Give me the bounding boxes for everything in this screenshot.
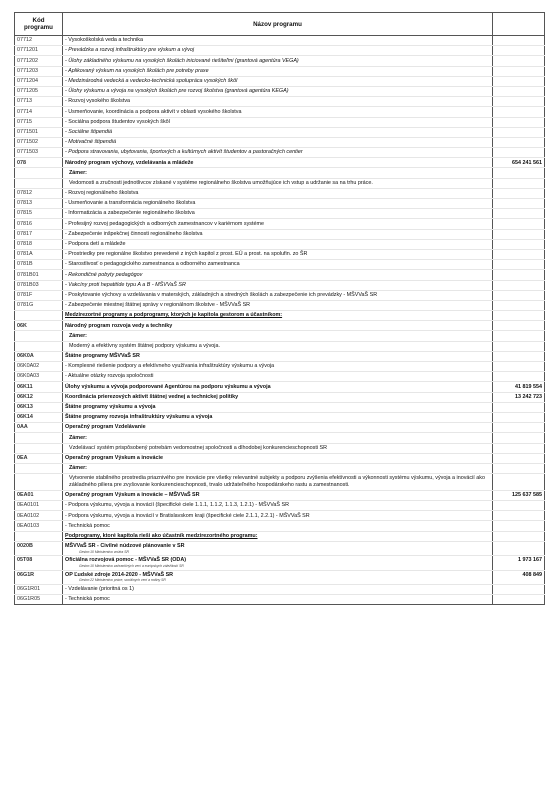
- program-amount: [493, 270, 545, 280]
- program-name-text: Vzdelávací systém prispôsobený potrebám vedomostnej spoločnosti a dlhodobej konkurencieschopnosti SR: [69, 444, 327, 451]
- program-name: [63, 36, 493, 46]
- program-amount: [493, 117, 545, 127]
- program-name: [63, 107, 493, 117]
- program-name-text: Operačný program Výskum a inovácie – MŠVVaŠ SR: [65, 492, 200, 499]
- program-amount: [493, 463, 545, 473]
- table-row: [15, 290, 545, 300]
- program-name: [63, 453, 493, 463]
- program-name: [63, 341, 493, 351]
- program-code: 06K11: [15, 382, 63, 392]
- table-row: [15, 372, 545, 382]
- program-name-text: MŠVVaŠ SR - Civilné núdzové plánovanie v SR: [65, 543, 185, 550]
- program-name: [63, 56, 493, 66]
- program-amount: [493, 127, 545, 137]
- table-row: [15, 107, 545, 117]
- program-amount: [493, 239, 545, 249]
- program-amount: [493, 97, 545, 107]
- table-row: [15, 199, 545, 209]
- program-amount: [493, 168, 545, 178]
- program-name-text: - Rekondičné pobyty pedagógov: [65, 271, 143, 278]
- program-name-text: - Podpora stravovania, ubytovania, športových a kultúrnych aktivít študentov a pastoračných centier: [65, 149, 303, 156]
- table-row: [15, 521, 545, 531]
- program-name: [63, 270, 493, 280]
- program-name-text: - Úlohy výskumu a vývoja na vysokých školách pre rozvoj školstva (grantová agentúra KEGA): [65, 88, 289, 95]
- program-name: [63, 148, 493, 158]
- program-name: [63, 137, 493, 147]
- program-code: 0771502: [15, 137, 63, 147]
- program-code: 0EA0102: [15, 511, 63, 521]
- table-row: [15, 117, 545, 127]
- program-amount: 1 973 167: [493, 556, 545, 570]
- program-name: [63, 46, 493, 56]
- program-amount: [493, 311, 545, 321]
- program-code: 05T08: [15, 556, 63, 570]
- program-name-text: Medzirezortné programy a podprogramy, ktorých je kapitola gestorom a účastníkom:: [65, 312, 283, 319]
- program-name: [63, 331, 493, 341]
- program-code: 07714: [15, 107, 63, 117]
- table-row: [15, 76, 545, 86]
- program-code: 07713: [15, 97, 63, 107]
- program-amount: [493, 137, 545, 147]
- program-code: 0EA0101: [15, 501, 63, 511]
- program-amount: [493, 362, 545, 372]
- program-code: 0781G: [15, 300, 63, 310]
- gestor-note: Gestor:22 Ministerstvo práce, sociálnych vecí a rodiny SR: [79, 578, 166, 583]
- program-code: 0771501: [15, 127, 63, 137]
- table-row: [15, 270, 545, 280]
- program-table: [14, 12, 545, 605]
- table-row: [15, 86, 545, 96]
- program-amount: [493, 331, 545, 341]
- program-name: [63, 423, 493, 433]
- program-code: 0781A: [15, 249, 63, 259]
- program-name: [63, 392, 493, 402]
- program-code: 06K0A02: [15, 362, 63, 372]
- program-amount: [493, 188, 545, 198]
- program-code: [15, 531, 63, 541]
- program-amount: [493, 66, 545, 76]
- program-code: 06K0A: [15, 351, 63, 361]
- table-row: [15, 584, 545, 594]
- program-amount: [493, 199, 545, 209]
- table-row: [15, 501, 545, 511]
- program-code: 07815: [15, 209, 63, 219]
- program-code: 0771205: [15, 86, 63, 96]
- header-code: Kód programu: [15, 13, 63, 36]
- program-amount: [493, 86, 545, 96]
- program-name: [63, 372, 493, 382]
- program-name-text: Úlohy výskumu a vývoja podporované Agentúrou na podporu výskumu a vývoja: [65, 383, 271, 390]
- program-amount: [493, 412, 545, 422]
- program-name: [63, 541, 493, 555]
- program-amount: [493, 541, 545, 555]
- program-name: [63, 584, 493, 594]
- program-code: 0771503: [15, 148, 63, 158]
- gestor-note: Gestor:10 Ministerstvo vnútra SR: [79, 549, 129, 554]
- program-name-text: Štátne programy výskumu a vývoja: [65, 404, 156, 411]
- program-code: 0771201: [15, 46, 63, 56]
- program-code: [15, 311, 63, 321]
- program-amount: [493, 280, 545, 290]
- table-row: [15, 321, 545, 331]
- program-code: 06K0A03: [15, 372, 63, 382]
- program-name-text: - Starostlivosť o pedagogického zamestnanca a odborného zamestnanca: [65, 261, 240, 268]
- program-name-text: - Vzdelávanie (prioritná os 1): [65, 586, 134, 593]
- program-name-text: Moderný a efektívny systém štátnej podpory výskumu a vývoja.: [69, 342, 221, 349]
- program-amount: [493, 511, 545, 521]
- program-name: [63, 168, 493, 178]
- program-code: 0EA: [15, 453, 63, 463]
- table-row: [15, 570, 545, 584]
- program-name: [63, 209, 493, 219]
- program-name: [63, 402, 493, 412]
- program-name-text: - Technická pomoc: [65, 596, 110, 603]
- table-row: [15, 531, 545, 541]
- budget-programs-page: [14, 12, 544, 605]
- program-name-text: - Podpora detí a mládeže: [65, 241, 126, 248]
- program-name-text: Oficiálna rozvojová pomoc - MŠVVaŠ SR (ODA): [65, 557, 187, 564]
- program-name-text: - Medzinárodná vedecká a vedecko-technická spolupráca vysokých škôl: [65, 78, 238, 85]
- program-name: [63, 260, 493, 270]
- program-name-text: Zámer:: [69, 465, 87, 472]
- program-amount: [493, 107, 545, 117]
- program-name: [63, 158, 493, 168]
- program-name: [63, 66, 493, 76]
- program-name-text: - Sociálna podpora študentov vysokých škôl: [65, 118, 170, 125]
- program-name-text: - Komplexné riešenie podpory a efektívneho využívania infraštruktúry výskumu a vývoja: [65, 363, 275, 370]
- table-row: [15, 402, 545, 412]
- program-name-text: Štátne programy rozvoja infraštruktúry výskumu a vývoja: [65, 414, 213, 421]
- program-name-text: - Podpora výskumu, vývoja a inovácií (špecifické ciele 1.1.1, 1.1.2, 1.1.3, 1.2.1) - MŠVVaŠ SR: [65, 502, 290, 509]
- program-amount: [493, 300, 545, 310]
- program-code: 0781B03: [15, 280, 63, 290]
- program-code: 07818: [15, 239, 63, 249]
- table-row: [15, 331, 545, 341]
- program-amount: [493, 178, 545, 188]
- table-row: [15, 412, 545, 422]
- program-name-text: - Prostriedky pre regionálne školstvo prevedené z iných kapitol z prost. EÚ a prost. na spolufin. zo ŠR: [65, 251, 308, 258]
- table-row: [15, 453, 545, 463]
- program-code: 0AA: [15, 423, 63, 433]
- program-amount: [493, 453, 545, 463]
- program-code: 07812: [15, 188, 63, 198]
- table-row: [15, 137, 545, 147]
- program-name: [63, 595, 493, 605]
- program-name: [63, 117, 493, 127]
- program-amount: [493, 531, 545, 541]
- program-code: 06K13: [15, 402, 63, 412]
- table-row: [15, 188, 545, 198]
- table-row: [15, 392, 545, 402]
- program-code: [15, 443, 63, 453]
- program-code: [15, 341, 63, 351]
- program-code: 078: [15, 158, 63, 168]
- program-name-text: - Zabezpečenie inšpekčnej činnosti regionálneho školstva: [65, 230, 203, 237]
- program-name-text: - Vakcíny proti hepatitíde typu A a B - MŠVVaŠ SR: [65, 281, 186, 288]
- program-code: 07817: [15, 229, 63, 239]
- header-name: Názov programu: [63, 13, 493, 36]
- program-name: [63, 531, 493, 541]
- program-amount: [493, 229, 545, 239]
- program-name: [63, 443, 493, 453]
- program-name-text: - Zabezpečenie miestnej štátnej správy v regionálnom školstve - MŠVVaŠ SR: [65, 302, 251, 309]
- program-code: 0020B: [15, 541, 63, 555]
- gestor-note: Gestor:10 Ministerstvo zahraničných vecí a európskych záležitostí SR: [79, 564, 184, 569]
- program-code: [15, 178, 63, 188]
- program-name-text: Zámer:: [69, 434, 87, 441]
- program-name: [63, 127, 493, 137]
- program-amount: 13 242 723: [493, 392, 545, 402]
- program-name: [63, 239, 493, 249]
- program-name: [63, 290, 493, 300]
- program-amount: [493, 209, 545, 219]
- program-amount: [493, 321, 545, 331]
- table-row: [15, 341, 545, 351]
- table-row: [15, 311, 545, 321]
- table-row: [15, 36, 545, 46]
- program-name: [63, 178, 493, 188]
- program-name-text: Podprogramy, ktoré kapitola rieši ako účastník medzirezortného programu:: [65, 532, 258, 539]
- program-name-text: Vedomosti a zručnosti jednotlivcov získané v systéme regionálneho školstva umožňujúce ich vstup a udržanie sa na trhu práce.: [69, 179, 373, 186]
- program-name-text: - Poskytovanie výchovy a vzdelávania v materských, základných a stredných školách a zabezpečenie ich prevádzky - MŠVVaŠ SR: [65, 291, 378, 298]
- program-name: [63, 249, 493, 259]
- header-amount: [493, 13, 545, 36]
- program-amount: [493, 36, 545, 46]
- program-name: [63, 433, 493, 443]
- table-row: [15, 260, 545, 270]
- program-name: [63, 556, 493, 570]
- program-code: 0781F: [15, 290, 63, 300]
- program-amount: [493, 372, 545, 382]
- program-name: [63, 321, 493, 331]
- program-code: [15, 463, 63, 473]
- program-name: [63, 412, 493, 422]
- program-code: 06K14: [15, 412, 63, 422]
- program-name-text: Vytvorenie stabilného prostredia priaznivého pre inovácie pre všetky relevantné subjekty a podporu zvýšenia efektívnosti a výkonnosti systému výskumu, vývoja a inovácií ako základného piliera pre zvyšovanie konkurencieschopnosti, trvalo udržateľného hospodárskeho rastu a zamestnanosti.: [69, 475, 485, 488]
- program-amount: [493, 474, 545, 491]
- program-amount: [493, 584, 545, 594]
- table-row: [15, 239, 545, 249]
- program-name: [63, 511, 493, 521]
- program-name-text: Operačný program Vzdelávanie: [65, 424, 146, 431]
- program-code: 0EA0103: [15, 521, 63, 531]
- program-name-text: - Motivačné štipendiá: [65, 139, 116, 146]
- program-name-text: - Usmerňovanie a transformácia regionálneho školstva: [65, 200, 196, 207]
- program-amount: [493, 290, 545, 300]
- program-name-text: - Profesijný rozvoj pedagogických a odborných zamestnancov v kariérnom systéme: [65, 220, 264, 227]
- program-name-text: - Sociálne štipendiá: [65, 128, 113, 135]
- program-code: 0781B: [15, 260, 63, 270]
- table-row: [15, 46, 545, 56]
- program-code: [15, 474, 63, 491]
- program-code: 06G1R: [15, 570, 63, 584]
- program-amount: 125 637 585: [493, 490, 545, 500]
- program-amount: [493, 260, 545, 270]
- program-code: 06G1R05: [15, 595, 63, 605]
- program-amount: [493, 249, 545, 259]
- program-name: [63, 86, 493, 96]
- program-name: [63, 311, 493, 321]
- program-name-text: - Úlohy základného výskumu na vysokých školách iniciované riešiteľmi (grantová agentúra VEGA): [65, 57, 299, 64]
- program-amount: 408 849: [493, 570, 545, 584]
- program-name: [63, 219, 493, 229]
- program-code: [15, 168, 63, 178]
- program-name-text: Koordinácia prierezových aktivít štátnej vednej a technickej politiky: [65, 393, 239, 400]
- program-name: [63, 362, 493, 372]
- table-row: [15, 443, 545, 453]
- table-header: [15, 13, 545, 36]
- program-amount: 654 241 561: [493, 158, 545, 168]
- program-name-text: - Vysokoškolská veda a technika: [65, 37, 144, 44]
- program-code: 07712: [15, 36, 63, 46]
- program-code: 06K: [15, 321, 63, 331]
- table-row: [15, 178, 545, 188]
- program-amount: 41 819 554: [493, 382, 545, 392]
- program-name-text: - Technická pomoc: [65, 522, 110, 529]
- program-amount: [493, 402, 545, 412]
- program-amount: [493, 501, 545, 511]
- program-name-text: - Prevádzka a rozvoj infraštruktúry pre výskum a vývoj: [65, 47, 195, 54]
- program-code: 0771204: [15, 76, 63, 86]
- program-code: 0771202: [15, 56, 63, 66]
- program-name-text: Národný program výchovy, vzdelávania a mládeže: [65, 159, 194, 166]
- table-row: [15, 280, 545, 290]
- table-row: [15, 249, 545, 259]
- program-amount: [493, 595, 545, 605]
- program-amount: [493, 56, 545, 66]
- table-row: [15, 229, 545, 239]
- table-row: [15, 148, 545, 158]
- program-code: [15, 433, 63, 443]
- program-name: [63, 229, 493, 239]
- program-code: 0771203: [15, 66, 63, 76]
- program-amount: [493, 351, 545, 361]
- program-name-text: - Podpora výskumu, vývoja a inovácií v Bratislavskom kraji (špecifické ciele 2.1.1, 2.2.1) - MŠVVaŠ SR: [65, 512, 310, 519]
- program-amount: [493, 148, 545, 158]
- program-code: 0781B01: [15, 270, 63, 280]
- program-name-text: - Informatizácia a zabezpečenie regionálneho školstva: [65, 210, 195, 217]
- program-name: [63, 490, 493, 500]
- program-name: [63, 351, 493, 361]
- table-row: [15, 433, 545, 443]
- program-name-text: Operačný program Výskum a inovácie: [65, 454, 163, 461]
- table-row: [15, 556, 545, 570]
- program-name-text: Národný program rozvoja vedy a techniky: [65, 322, 173, 329]
- program-amount: [493, 76, 545, 86]
- table-row: [15, 351, 545, 361]
- program-name: [63, 501, 493, 511]
- program-name-text: Zámer:: [69, 169, 87, 176]
- table-row: [15, 56, 545, 66]
- program-name: [63, 76, 493, 86]
- program-code: 06G1R01: [15, 584, 63, 594]
- program-code: [15, 331, 63, 341]
- table-row: [15, 490, 545, 500]
- program-name: [63, 97, 493, 107]
- program-amount: [493, 341, 545, 351]
- program-code: 06K12: [15, 392, 63, 402]
- table-row: [15, 66, 545, 76]
- program-amount: [493, 46, 545, 56]
- table-row: [15, 511, 545, 521]
- program-code: 0EA01: [15, 490, 63, 500]
- table-body: [15, 36, 545, 605]
- program-name: [63, 280, 493, 290]
- table-row: [15, 97, 545, 107]
- table-row: [15, 423, 545, 433]
- table-row: [15, 300, 545, 310]
- table-row: [15, 168, 545, 178]
- program-name-text: - Rozvoj regionálneho školstva: [65, 190, 139, 197]
- table-row: [15, 127, 545, 137]
- program-amount: [493, 433, 545, 443]
- program-name: [63, 463, 493, 473]
- program-name: [63, 521, 493, 531]
- table-row: [15, 595, 545, 605]
- table-row: [15, 158, 545, 168]
- program-name: [63, 382, 493, 392]
- program-name-text: - Rozvoj vysokého školstva: [65, 98, 131, 105]
- program-name: [63, 474, 493, 491]
- program-code: 07813: [15, 199, 63, 209]
- program-name-text: - Aplikovaný výskum na vysokých školách pre potreby praxe: [65, 67, 209, 74]
- program-name: [63, 570, 493, 584]
- program-name-text: Zámer:: [69, 332, 87, 339]
- table-row: [15, 474, 545, 491]
- program-amount: [493, 219, 545, 229]
- program-name-text: OP Ľudské zdroje 2014-2020 - MŠVVaŠ SR: [65, 571, 174, 578]
- table-row: [15, 362, 545, 372]
- table-row: [15, 382, 545, 392]
- program-code: 07715: [15, 117, 63, 127]
- program-name: [63, 199, 493, 209]
- program-amount: [493, 423, 545, 433]
- program-name-text: - Aktuálne otázky rozvoja spoločnosti: [65, 373, 154, 380]
- program-name: [63, 300, 493, 310]
- program-name-text: Štátne programy MŠVVaŠ SR: [65, 353, 140, 360]
- table-row: [15, 209, 545, 219]
- table-row: [15, 219, 545, 229]
- program-code: 07816: [15, 219, 63, 229]
- program-amount: [493, 521, 545, 531]
- program-name: [63, 188, 493, 198]
- table-row: [15, 463, 545, 473]
- program-name-text: - Usmerňovanie, koordinácia a podpora aktivít v oblasti vysokého školstva: [65, 108, 242, 115]
- program-amount: [493, 443, 545, 453]
- table-row: [15, 541, 545, 555]
